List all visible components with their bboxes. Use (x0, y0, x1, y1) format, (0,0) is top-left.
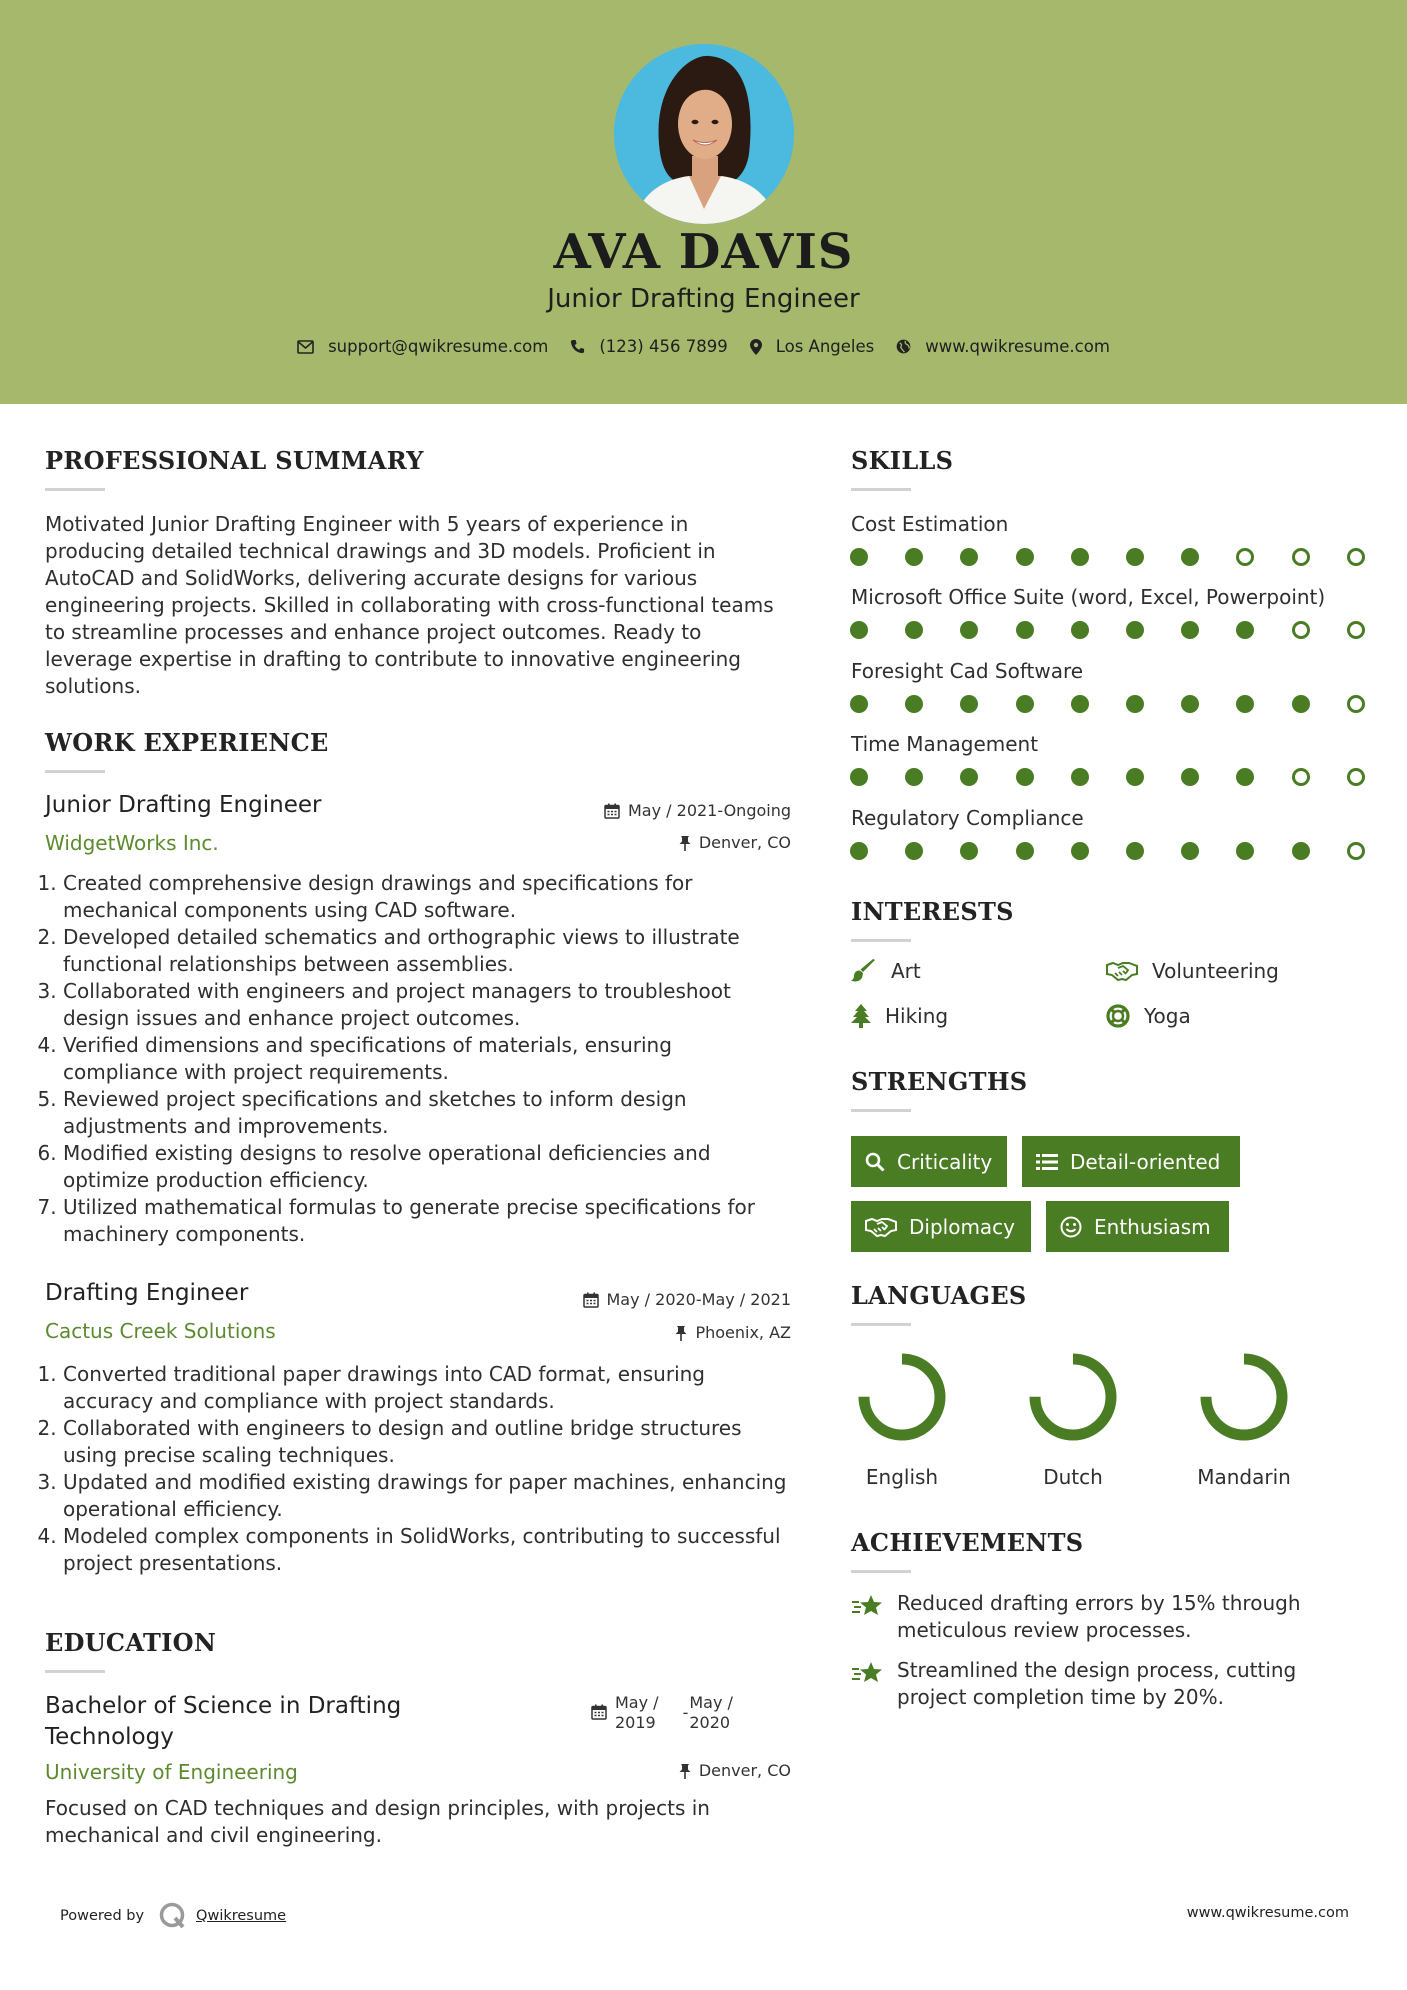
rating-dot-filled (1071, 842, 1089, 860)
language-name: Dutch (1043, 1465, 1103, 1489)
rating-dot-filled (1126, 548, 1144, 566)
list-item: 6. Modified existing designs to resolve operational deficiencies and optimize production efficiency. (63, 1140, 790, 1194)
rating-dot-filled (960, 548, 978, 566)
skills-rule (851, 488, 911, 491)
rating-dot-filled (905, 548, 923, 566)
map-pin-icon (750, 339, 762, 355)
language-name: Mandarin (1197, 1465, 1291, 1489)
star-award-icon (851, 1592, 885, 1620)
job-location-text: Phoenix, AZ (695, 1323, 791, 1342)
job-title: Junior Drafting Engineer (45, 792, 322, 818)
rating-dot-filled (850, 768, 868, 786)
languages-rule (851, 1323, 911, 1326)
rating-dot-filled (850, 621, 868, 639)
rating-dot-filled (1181, 842, 1199, 860)
language-ring (842, 1337, 962, 1461)
education-heading: EDUCATION (45, 1628, 217, 1657)
rating-dot-empty (1347, 842, 1365, 860)
rating-dot-empty (1347, 621, 1365, 639)
rating-dot-filled (1016, 621, 1034, 639)
phone-icon (570, 339, 585, 354)
rating-dot-filled (1126, 695, 1144, 713)
achievement-item (851, 1657, 1361, 1711)
company-name: WidgetWorks Inc. (45, 831, 219, 855)
contact-location (750, 337, 875, 356)
rating-dot-filled (1071, 768, 1089, 786)
education-location (679, 1761, 791, 1780)
strength-tag (851, 1201, 1031, 1252)
interest-item (851, 959, 921, 983)
strength-label: Enthusiasm (1094, 1214, 1211, 1239)
rating-dot-filled (960, 768, 978, 786)
achievements-rule (851, 1570, 911, 1573)
job-location-text: Denver, CO (698, 833, 791, 852)
interest-label: Art (891, 959, 921, 983)
strengths-rule (851, 1109, 911, 1112)
rating-dot-filled (1071, 548, 1089, 566)
rating-dot-filled (1126, 768, 1144, 786)
job-date-text: May / 2020-May / 2021 (606, 1290, 791, 1309)
education-rule (45, 1670, 105, 1673)
rating-dot-empty (1347, 695, 1365, 713)
list-item: 7. Utilized mathematical formulas to generate precise specifications for machinery components. (63, 1194, 790, 1248)
contact-website[interactable] (896, 337, 1110, 356)
profile-photo (614, 44, 794, 224)
calendar-icon (583, 1292, 599, 1308)
pushpin-icon (679, 835, 691, 851)
phone-text: (123) 456 7899 (599, 337, 728, 356)
interest-label: Yoga (1144, 1004, 1191, 1028)
education-description: Focused on CAD techniques and design principles, with projects in mechanical and civil engineering. (45, 1796, 710, 1847)
website-text: www.qwikresume.com (925, 337, 1110, 356)
star-award-icon (851, 1659, 885, 1687)
tree-icon (851, 1004, 871, 1028)
rating-dot-filled (1071, 695, 1089, 713)
list-item: 4. Modeled complex components in SolidWorks, contributing to successful project presentations. (63, 1523, 795, 1577)
rating-dot-filled (960, 621, 978, 639)
education-location-text: Denver, CO (698, 1761, 791, 1780)
list-item: 1. Converted traditional paper drawings into CAD format, ensuring accuracy and compliance with project standards. (63, 1361, 795, 1415)
rating-dot-filled (905, 842, 923, 860)
list-item: 2. Collaborated with engineers to design and outline bridge structures using precise scaling techniques. (63, 1415, 795, 1469)
school-name: University of Engineering (45, 1760, 298, 1784)
rating-dot-filled (905, 695, 923, 713)
candidate-name: AVA DAVIS (553, 224, 854, 280)
rating-dot-filled (905, 768, 923, 786)
rating-dot-empty (1292, 548, 1310, 566)
list-item: 4. Verified dimensions and specifications of materials, ensuring compliance with project requirements. (63, 1032, 790, 1086)
achievement-line: meticulous review processes. (897, 1618, 1192, 1642)
globe-icon (896, 339, 911, 354)
rating-dot-filled (905, 621, 923, 639)
language-ring (1184, 1337, 1304, 1461)
interest-item (1106, 959, 1279, 983)
rating-dot-empty (1292, 768, 1310, 786)
rating-dot-filled (1071, 621, 1089, 639)
powered-by (60, 1901, 286, 1931)
strength-label: Criticality (897, 1149, 993, 1174)
email-text: support@qwikresume.com (328, 337, 549, 356)
calendar-icon (591, 1704, 607, 1720)
job-date (604, 801, 791, 820)
strengths-heading: STRENGTHS (851, 1067, 1028, 1096)
summary-heading: PROFESSIONAL SUMMARY (45, 446, 424, 475)
language-ring (1013, 1337, 1133, 1461)
achievements-heading: ACHIEVEMENTS (851, 1528, 1084, 1557)
rating-dot-filled (1126, 621, 1144, 639)
contact-bar (0, 337, 1407, 356)
skill-name: Cost Estimation (851, 512, 1009, 536)
rating-dot-empty (1347, 768, 1365, 786)
language-progress-arc (1035, 1359, 1111, 1435)
rating-dot-filled (1016, 548, 1034, 566)
degree-line: Bachelor of Science in Drafting (45, 1693, 402, 1719)
job-responsibilities (45, 1361, 795, 1577)
strength-label: Diplomacy (909, 1214, 1016, 1239)
interest-item (1106, 1004, 1191, 1028)
job-location (675, 1323, 791, 1342)
job-responsibilities (45, 870, 790, 1248)
skill-name: Regulatory Compliance (851, 806, 1084, 830)
rating-dot-filled (1292, 842, 1310, 860)
language-name: English (865, 1465, 939, 1489)
list-icon (1036, 1153, 1058, 1171)
achievement-line: Streamlined the design process, cutting (897, 1658, 1297, 1682)
skill-name: Time Management (851, 732, 1039, 756)
job-date (583, 1290, 792, 1309)
lifebuoy-icon (1106, 1004, 1130, 1028)
candidate-role: Junior Drafting Engineer (547, 284, 860, 314)
date-dash: - (682, 1703, 689, 1722)
skills-heading: SKILLS (851, 446, 954, 475)
contact-phone[interactable] (570, 337, 727, 356)
degree-line: Technology (45, 1724, 174, 1750)
handshake-icon (865, 1216, 897, 1238)
location-text: Los Angeles (775, 337, 875, 356)
experience-rule (45, 770, 105, 773)
paintbrush-icon (851, 959, 877, 983)
languages-heading: LANGUAGES (851, 1281, 1027, 1310)
rating-dot-filled (850, 548, 868, 566)
skill-name: Foresight Cad Software (851, 659, 1084, 683)
education-start (615, 1693, 659, 1733)
interest-label: Hiking (885, 1004, 949, 1028)
strength-label: Detail-oriented (1070, 1149, 1221, 1174)
pushpin-icon (675, 1325, 687, 1341)
degree-title (45, 1691, 401, 1753)
footer-website[interactable]: www.qwikresume.com (1186, 1905, 1349, 1921)
rating-dot-filled (1181, 621, 1199, 639)
rating-dot-filled (1181, 695, 1199, 713)
rating-dot-filled (1236, 768, 1254, 786)
rating-dot-filled (1236, 842, 1254, 860)
rating-dot-filled (850, 842, 868, 860)
handshake-icon (1106, 960, 1138, 982)
rating-dot-empty (1347, 548, 1365, 566)
education-date (591, 1693, 733, 1733)
skill-name: Microsoft Office Suite (word, Excel, Powerpoint) (851, 585, 1326, 609)
search-icon (865, 1152, 885, 1172)
start-year: 2019 (615, 1713, 656, 1732)
resume-header (0, 0, 1407, 404)
rating-dot-filled (1181, 548, 1199, 566)
interest-item (851, 1004, 948, 1028)
job-location (679, 833, 791, 852)
envelope-icon (297, 340, 314, 354)
achievement-line: Reduced drafting errors by 15% through (897, 1591, 1301, 1615)
summary-rule (45, 488, 105, 491)
rating-dot-filled (1236, 695, 1254, 713)
rating-dot-empty (1236, 548, 1254, 566)
job-date-text: May / 2021-Ongoing (628, 801, 791, 820)
list-item: 5. Reviewed project specifications and sketches to inform design adjustments and improvements. (63, 1086, 790, 1140)
summary-text: Motivated Junior Drafting Engineer with 5 years of experience in producing detailed technical drawings and 3D models. Proficient in AutoCAD and SolidWorks, delivering accurate designs for various engineering projects. Skilled in collaborating with cross-functional teams to streamline processes and enhance project outcomes. Ready to leverage expertise in drafting to contribute to innovative engineering solutions. (45, 512, 774, 698)
achievement-item (851, 1590, 1361, 1644)
list-item: 2. Developed detailed schematics and orthographic views to illustrate functional relationships between assemblies. (63, 924, 790, 978)
rating-dot-empty (1292, 621, 1310, 639)
rating-dot-filled (960, 842, 978, 860)
strength-tag (1046, 1201, 1229, 1252)
education-end (689, 1693, 733, 1733)
end-month: May / (689, 1693, 733, 1712)
powered-by-label: Powered by (60, 1908, 145, 1924)
rating-dot-filled (1292, 695, 1310, 713)
calendar-icon (604, 803, 620, 819)
interests-heading: INTERESTS (851, 897, 1014, 926)
interests-rule (851, 939, 911, 942)
rating-dot-filled (960, 695, 978, 713)
list-item: 3. Collaborated with engineers and project managers to troubleshoot design issues and enhance project outcomes. (63, 978, 790, 1032)
rating-dot-filled (1016, 842, 1034, 860)
language-progress-arc (864, 1359, 940, 1435)
rating-dot-filled (850, 695, 868, 713)
brand-link[interactable]: Qwikresume (196, 1908, 287, 1924)
contact-email[interactable] (297, 337, 548, 356)
achievement-line: project completion time by 20%. (897, 1685, 1224, 1709)
list-item: 3. Updated and modified existing drawings for paper machines, enhancing operational efficiency. (63, 1469, 795, 1523)
smile-icon (1060, 1216, 1082, 1238)
end-year: 2020 (689, 1713, 731, 1732)
start-month: May / (615, 1693, 659, 1712)
interest-label: Volunteering (1152, 959, 1279, 983)
rating-dot-filled (1126, 842, 1144, 860)
company-name: Cactus Creek Solutions (45, 1319, 276, 1343)
experience-heading: WORK EXPERIENCE (45, 728, 329, 757)
strength-tag (851, 1136, 1007, 1187)
achievement-text (897, 1590, 1301, 1644)
rating-dot-filled (1016, 768, 1034, 786)
strength-tag (1022, 1136, 1240, 1187)
rating-dot-filled (1236, 621, 1254, 639)
rating-dot-filled (1016, 695, 1034, 713)
job-title: Drafting Engineer (45, 1280, 249, 1306)
pushpin-icon (679, 1763, 691, 1779)
list-item: 1. Created comprehensive design drawings and specifications for mechanical components using CAD software. (63, 870, 790, 924)
qwikresume-logo-icon (158, 1901, 188, 1931)
language-progress-arc (1206, 1359, 1282, 1435)
achievement-text (897, 1657, 1296, 1711)
rating-dot-filled (1181, 768, 1199, 786)
